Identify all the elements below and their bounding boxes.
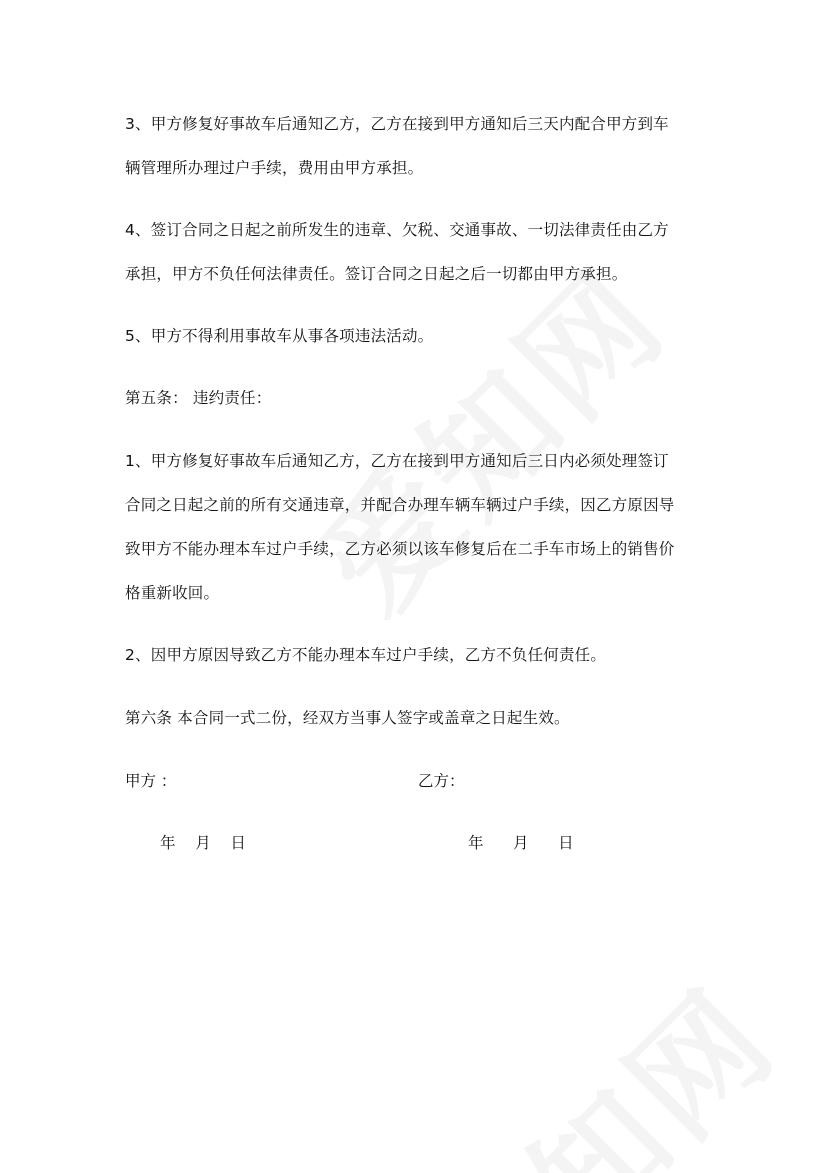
clause-3-line-2: 辆管理所办理过户手续，费用由甲方承担。: [125, 159, 424, 177]
clause-4-line-1: 4、签订合同之日起之前所发生的违章、欠税、交通事故、一切法律责任由乙方: [125, 221, 669, 239]
article-5-title: 第五条： 违约责任：: [125, 389, 272, 407]
article-5-item-1-line-2: 合同之日起之前的所有交通违章，并配合办理车辆车辆过户手续，因乙方原因导: [125, 496, 675, 514]
party-b-signature-label: 乙方：: [418, 772, 465, 790]
clause-3-line-1: 3、甲方修复好事故车后通知乙方，乙方在接到甲方通知后三天内配合甲方到车: [125, 115, 669, 133]
article-5-item-2-line-1: 2、因甲方原因导致乙方不能办理本车过户手续，乙方不负任何责任。: [125, 646, 607, 664]
party-a-date: 年 月 日: [160, 834, 246, 852]
clause-4-line-2: 承担，甲方不负任何法律责任。签订合同之日起之后一切都由甲方承担。: [125, 265, 628, 283]
article-5-item-1-line-1: 1、甲方修复好事故车后通知乙方，乙方在接到甲方通知后三日内必须处理签订: [125, 452, 669, 470]
clause-5-line-1: 5、甲方不得利用事故车从事各项违法活动。: [125, 327, 434, 345]
party-b-date: 年 月 日: [468, 834, 574, 852]
article-5-item-1-line-4: 格重新收回。: [125, 584, 220, 602]
article-6-line-1: 第六条 本合同一式二份，经双方当事人签字或盖章之日起生效。: [125, 709, 570, 727]
article-5-item-1-line-3: 致甲方不能办理本车过户手续，乙方必须以该车修复后在二手车市场上的销售价: [125, 540, 675, 558]
party-a-signature-label: 甲方 ：: [125, 772, 177, 790]
